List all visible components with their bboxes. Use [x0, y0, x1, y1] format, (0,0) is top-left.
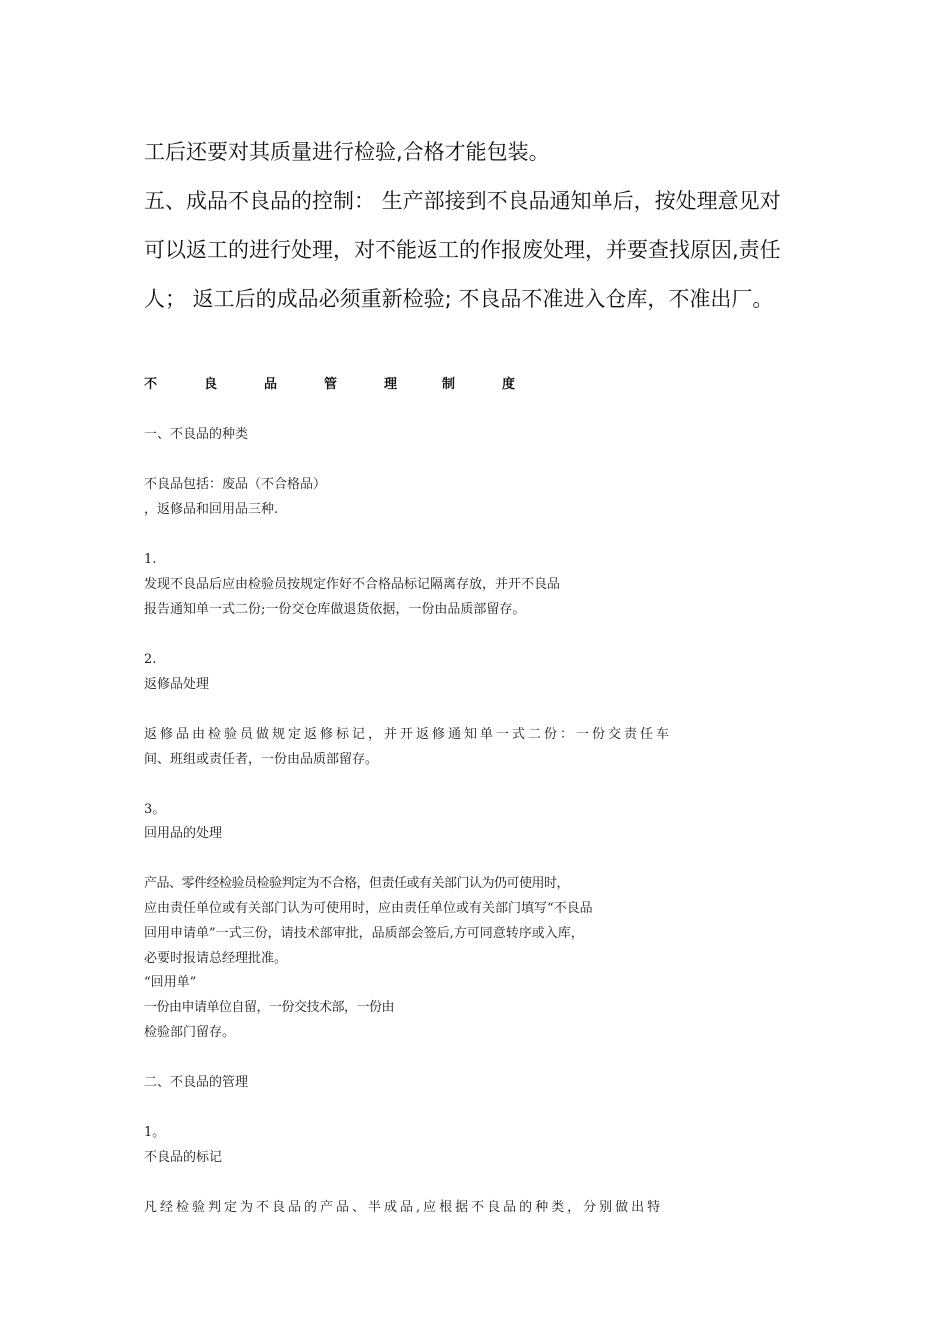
body-line: 凡经检验判定为不良品的产品、半成品,应根据不良品的种类，分别做出特	[144, 1200, 664, 1215]
title-char: 度	[502, 377, 516, 392]
title-char: 管	[324, 377, 338, 392]
title-char: 理	[384, 377, 398, 392]
item-number: 1.	[144, 552, 157, 567]
item-heading: 返修品处理	[144, 677, 210, 692]
document-title	[144, 377, 544, 395]
body-line: 产品、零件经检验员检验判定为不合格，但责任或有关部门认为仍可使用时，	[144, 876, 570, 891]
body-line: 检验部门留存。	[144, 1025, 236, 1040]
body-line: “回用单”	[144, 975, 197, 990]
paragraph-line: 人； 返工后的成品必须重新检验; 不良品不准进入仓库，不准出厂。	[144, 287, 774, 311]
body-line: 返修品由检验员做规定返修标记，并开返修通知单一式二份：一份交责任车	[144, 727, 673, 742]
paragraph-line: 五、成品不良品的控制： 生产部接到不良品通知单后，按处理意见对	[144, 189, 781, 213]
paragraph-line: 可以返工的进行处理，对不能返工的作报废处理，并要查找原因,责任	[144, 238, 781, 262]
item-heading: 回用品的处理	[144, 826, 223, 841]
title-char: 不	[144, 377, 158, 392]
body-line: 报告通知单一式二份;一份交仓库做退货依据，一份由品质部留存。	[144, 602, 526, 617]
body-line: 应由责任单位或有关部门认为可使用时，应由责任单位或有关部门填写“不良品	[144, 901, 593, 916]
item-number: 3。	[144, 802, 166, 817]
body-line: 发现不良品后应由检验员按规定作好不合格品标记隔离存放，并开不良品	[144, 577, 561, 592]
item-heading: 不良品的标记	[144, 1150, 223, 1165]
body-line: 一份由申请单位自留，一份交技术部，一份由	[144, 1000, 395, 1015]
paragraph-line: 工后还要对其质量进行检验,合格才能包装。	[144, 140, 550, 164]
title-char: 良	[204, 377, 218, 392]
body-line: 回用申请单”一式三份，请技术部审批，品质部会签后,方可同意转序或入库，	[144, 926, 584, 941]
section-heading: 二、不良品的管理	[144, 1075, 249, 1090]
body-line: 必要时报请总经理批准。	[144, 951, 288, 966]
title-char: 制	[442, 377, 456, 392]
item-number: 1。	[144, 1125, 166, 1140]
section-heading: 一、不良品的种类	[144, 427, 249, 442]
body-line: 不良品包括：废品（不合格品）	[144, 477, 327, 492]
body-line: 间、班组或责任者，一份由品质部留存。	[144, 752, 379, 767]
item-number: 2.	[144, 652, 157, 667]
body-line: ，返修品和回用品三种.	[144, 502, 279, 517]
title-char: 品	[264, 377, 278, 392]
